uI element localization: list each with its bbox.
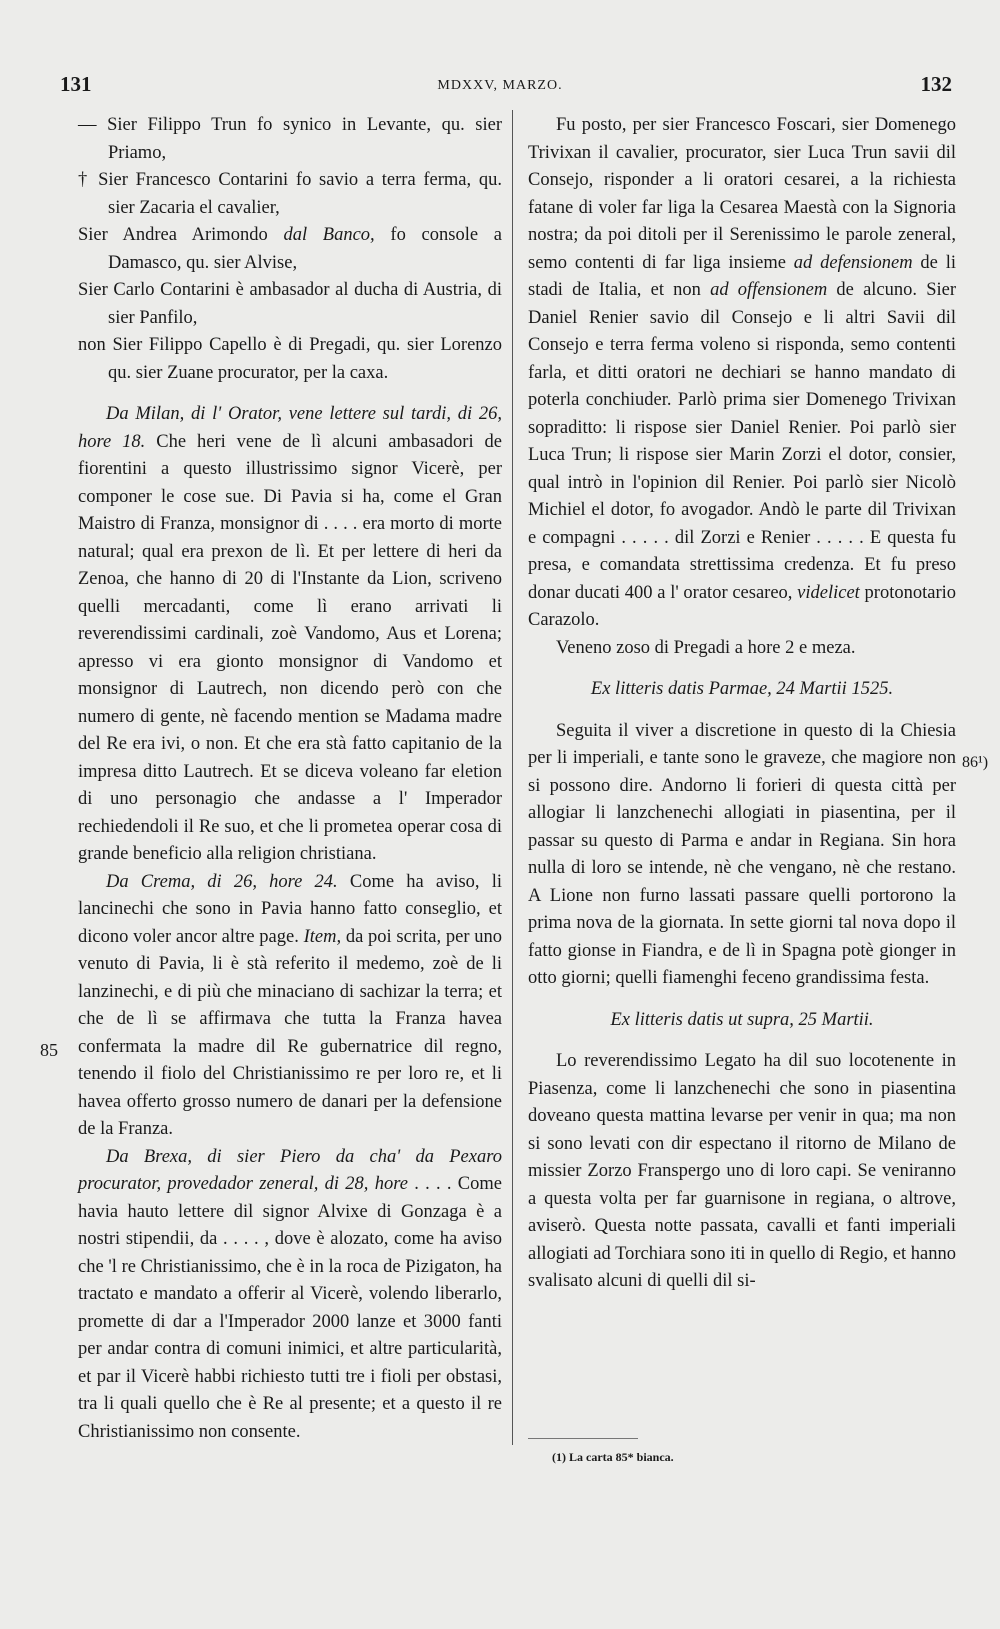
margin-note-right: 86¹) [962, 754, 989, 771]
italic-heading: Da Milan, di l' Orator, vene lettere sul tardi, di 26, hore 18. [78, 404, 502, 452]
body-paragraph [528, 112, 956, 635]
italic-span: videlicet [797, 582, 860, 603]
italic-span: ad defensionem [793, 252, 913, 273]
italic-span: dal Banco, [283, 225, 375, 245]
text-span: Come ha aviso, li lancinechi che sono in Pavia hanno fatto conseglio, et dicono voler ancor altre page. [78, 871, 502, 947]
text-span: de alcuno. Sier Daniel Renier savio dil Consejo e li altri Savii dil Consejo e terra ferma voleno si risponda, semo contenti farla, et ditti oratori ne dechiari se hanno mandato di poterla conchiuder. Parlò prima sier Domenego Trivixan sopraditto: li rispose sier Daniel Renier. Poi parlò sier Luca Trun; li rispose sier Marin Zorzi el dotor, consier, qual intrò in l'opinion dil Renier. Poi parlò sier Nicolò Michiel el dotor, fo avogador. Andò le parte dil Trivixan e compagni . . . . . dil Zorzi e Renier . . . . . E questa fu presa, e comandata strettissima credenza. Et fu preso donar ducati 400 a l' orator cesareo, [528, 280, 957, 603]
footnote: (1) La carta 85* bianca. [552, 1450, 674, 1464]
section-heading: Ex litteris datis Parmae, 24 Martii 1525. [590, 679, 894, 699]
text-span: fo console a Damasco, qu. sier Alvise, [108, 225, 502, 273]
text-span: . . . . Come havia hauto lettere dil signor Alvixe di Gonzaga è a nostri stipendii, da . . . . , dove è alozato, come ha aviso che 'l re Christianissimo, che è in la roca de Pizigaton, ha tractato e mandato a offerir al Vicerè, volendo liberarlo, promette di dar a l'Imperador 2000 lanze et 3000 fanti per andar contra di comuni inimici, et altre particularità, et par il Vicerè habbi richiesto tutti tre i fioli per obstasi, tra li quali quello che è Re al presente; et a questo il re Christianissimo non consente. [78, 1174, 502, 1442]
text-span: de li stadi de Italia, et non [528, 252, 956, 300]
entry-paragraph [78, 222, 502, 277]
entry-paragraph: Sier Carlo Contarini è ambasador al ducha di Austria, di sier Panfilo, [78, 280, 502, 328]
entry-paragraph: — Sier Filippo Trun fo synico in Levante, qu. sier Priamo, [78, 115, 502, 163]
body-paragraph: Veneno zoso di Pregadi a hore 2 e meza. [556, 637, 856, 658]
text-span: Fu posto, per sier Francesco Foscari, sier Domenego Trivixan il cavalier, procurator, sier Luca Trun savii dil Consejo, risponder a li oratori cesarei, a la richiesta fatane di voler far liga la Cesarea Maestà con la Signoria nostra; da poi ditoli per il Serenissimo le parole zeneral, semo contenti di far liga insieme [528, 115, 956, 273]
text-span: da poi scrita, per uno venuto di Pavia, li è stà referito il medemo, zoè de li lanzinechi, e di più che minaciano di sachizar la terra; et che de lì se affirmava che tutta la Franza havea confermata la madre dil Re gubernatrice dil regno, tenendo il fiolo del Christianissimo re per loro re, et li havea offerto grosso numero de danari per la defensione de la Franza. [78, 926, 502, 1139]
entry-paragraph: non Sier Filippo Capello è di Pregadi, qu. sier Lorenzo qu. sier Zuane procurator, per la caxa. [78, 335, 502, 383]
section-heading: Ex litteris datis ut supra, 25 Martii. [610, 1009, 874, 1030]
page-number-right: 132 [920, 72, 952, 96]
column-divider [512, 110, 513, 1445]
body-paragraph: Lo reverendissimo Legato ha dil suo locotenente in Piasenza, come li lanzchenechi che sono in piasentina doveano questa mattina levarse per venir in qua; ma non si sono levati con dir espectano il ritorno de Milano de missier Zorzo Franspergo uno di loro capi. Se veniranno a questa volta per far guarnisone in regiana, o altrove, aviserò. Questa notte passata, cavalli et fanti imperiali allogiati ad Torchiara sono iti in quello di Regio, et hanno svalisato alcuni di quelli dil si- [528, 1051, 956, 1291]
running-header: MDXXV, MARZO. [437, 78, 563, 93]
footnote-rule [528, 1438, 638, 1439]
left-column [78, 112, 502, 1446]
text-span: protonotario Carazolo. [528, 582, 956, 630]
right-column [528, 112, 956, 1296]
italic-span: ad offensionem [710, 280, 828, 300]
entry-paragraph: † Sier Francesco Contarini fo savio a terra ferma, qu. sier Zacaria el cavalier, [78, 170, 502, 218]
text-span: Che heri vene de lì alcuni ambasadori de fiorentini a questo illustrissimo signor Vicerè, per componer le cose sue. Di Pavia si ha, come el Gran Maistro di Franza, monsignor di . . . . era morto di morte natural; qual era prexon de lì. Et per lettere di heri da Zenoa, che hanno di 20 di l'Instante da Lion, scriveno quelli mercadanti, come lì erano arrivati li reverendissimi cardinali, zoè Vandomo, Aus et Lorena; apresso vi era gionto monsignor di Vandomo et monsignor di Lautrech, non dicendo però con che numero di gente, nè facendo mention se Madama madre del Re era ivi, o non. Et che era stà fatto capitanio de la impresa ditto Lautrech. Et se diceva voleano far eletion di uno personagio che andasse a l' Imperador rechiedendoli il Re suo, et che li prometea operar cosa di grande beneficio alla religion christiana. [78, 431, 502, 864]
page-number-left: 131 [60, 72, 92, 96]
body-paragraph [78, 869, 502, 1144]
text-span: Sier Andrea Arimondo [78, 225, 284, 245]
margin-note-left: 85 [40, 1040, 58, 1060]
italic-span: Item, [303, 926, 342, 947]
italic-heading: Da Brexa, di sier Piero da cha' da Pexaro procurator, provedador zeneral, di 28, hore [78, 1146, 502, 1194]
italic-heading: Da Crema, di 26, hore 24. [106, 871, 338, 892]
body-paragraph: Seguita il viver a discretione in questo di la Chiesia per li imperiali, e tante sono le graveze, che magiore non si possono dire. Andorno li forieri di questa città per allogiar li lanzchenechi allogiati in piasentina, per il passar su questo di Parma e andar in Regiana. Sin hora nulla di loro se intende, nè che vengano, nè che restano. A Lione non furno lassati passare quelli portorono la prima nova de la giornata. In sette giorni tal nova dopo il fatto gionse in Fiandra, e de lì in Spagna potè gionger in otto giorni; quelli fiamenghi feceno grandissima festa. [528, 720, 956, 988]
body-paragraph [78, 401, 502, 869]
body-paragraph [78, 1144, 502, 1447]
